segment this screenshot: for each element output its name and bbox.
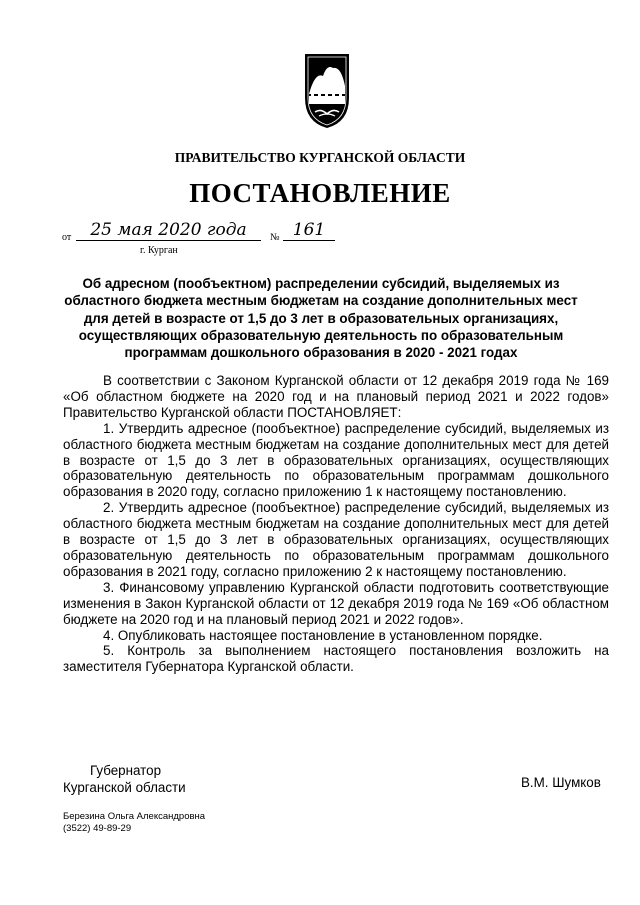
coat-of-arms-icon <box>297 52 357 130</box>
signatory-position-line1: Губернатор <box>90 763 162 778</box>
document-number: 161 <box>283 220 335 241</box>
document-title: Об адресном (пообъектном) распределении субсидий, выделяемых из областного бюджета местным бюджетам на создание дополнительных мест для детей в возрасте от 1,5 до 3 лет в образовательных организациях, осуществляющих образовательную деятельность по образовательным программам дошкольного образования в 2020 - 2021 годах <box>64 276 578 361</box>
clause-2: 2. Утвердить адресное (пообъектное) распределение субсидий, выделяемых из областного бюджета местным бюджетам на создание дополнительных мест для детей в возрасте от 1,5 до 3 лет в образовательных организациях, осуществляющих образовательную деятельность по образовательным программам дошкольного образования в 2021 году, согласно приложению 2 к настоящему постановлению. <box>63 500 609 579</box>
from-label: от <box>62 232 72 243</box>
executor-phone: (3522) 49-89-29 <box>63 823 132 834</box>
signatory-name: В.М. Шумков <box>521 775 601 790</box>
clause-4: 4. Опубликовать настоящее постановление в установленном порядке. <box>103 627 543 643</box>
clause-3: 3. Финансовому управлению Курганской области подготовить соответствующие изменения в Закон Курганской области от 12 декабря 2019 года № 169 «Об областном бюджете на 2020 год и на плановый период 2021 и 2022 годов». <box>63 579 609 627</box>
signatory-position-line2: Курганской области <box>63 780 186 795</box>
clause-5: 5. Контроль за выполнением настоящего постановления возложить на заместителя Губернатора Курганской области. <box>63 643 609 675</box>
preamble-paragraph: В соответствии с Законом Курганской области от 12 декабря 2019 года № 169 «Об областном бюджете на 2020 год и на плановый период 2021 и 2022 годов» Правительство Курганской области ПОСТАНОВЛЯЕТ: <box>63 373 609 420</box>
government-name: ПРАВИТЕЛЬСТВО КУРГАНСКОЙ ОБЛАСТИ <box>174 150 466 165</box>
city: г. Курган <box>140 245 178 256</box>
executor-name: Березина Ольга Александровна <box>63 811 206 822</box>
document-date: 25 мая 2020 года <box>76 220 261 241</box>
number-sign: № <box>270 232 280 243</box>
clause-1: 1. Утвердить адресное (пообъектное) распределение субсидий, выделяемых из областного бюджета местным бюджетам на создание дополнительных мест для детей в возрасте от 1,5 до 3 лет в образовательных организациях, осуществляющих образовательную деятельность по образовательным программам дошкольного образования в 2020 году, согласно приложению 1 к настоящему постановлению. <box>63 420 609 500</box>
document-body <box>63 373 609 675</box>
document-type: ПОСТАНОВЛЕНИЕ <box>189 178 451 208</box>
